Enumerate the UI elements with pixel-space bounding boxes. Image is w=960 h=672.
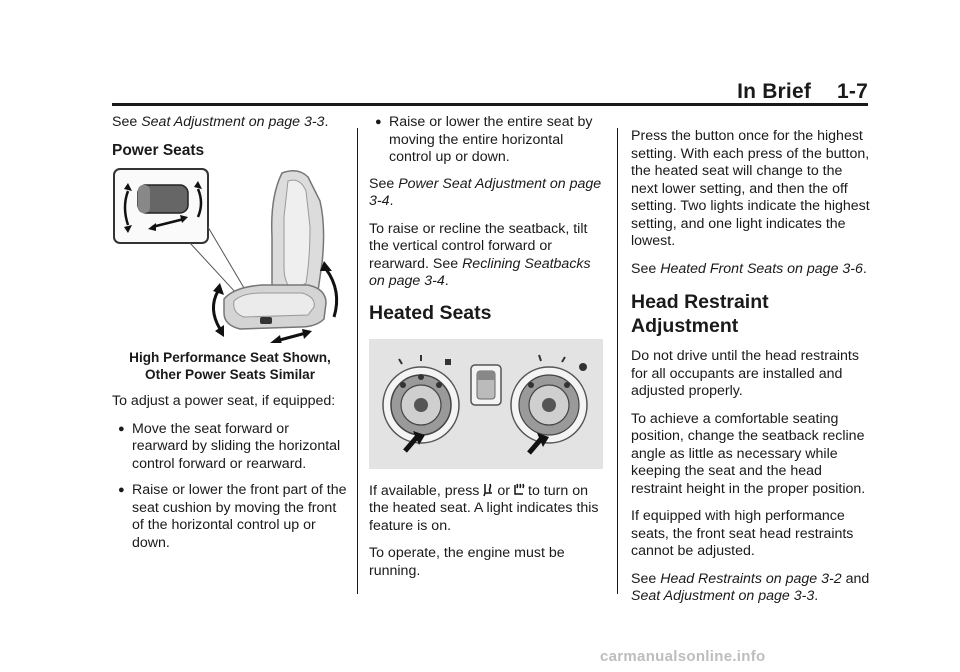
heated-seat-icon[interactable] [482,483,494,497]
intro-text: To adjust a power seat, if equipped: [112,393,336,409]
list-item: ● Raise or lower the front part of the seat cushion by moving the front of the horizontal control up or down. [118,482,347,551]
section-heading: Heated Seats [369,301,492,324]
section-heading: Head Restraint Adjustment [631,291,769,337]
paragraph: Do not drive until the head restraints for all occupants are installed and adjusted properly. [631,348,859,399]
page-header [0,80,868,104]
heated-seat-text: If available, press or to turn on the heated seat. A light indicates this feature is on. [369,482,599,534]
see-reference: See Power Seat Adjustment on page 3-4. [369,175,602,209]
reference-link[interactable]: Seat Adjustment on page 3-3 [631,588,815,604]
reference-link[interactable]: Seat Adjustment on page 3-3 [141,114,325,130]
figure-caption: High Performance Seat Shown, Other Power Seats Similar [129,350,331,382]
reference-link[interactable]: Power Seat Adjustment on page 3-4 [369,175,602,209]
list-item: ● Raise or lower the entire seat by moving the entire horizontal control up or down. [375,114,593,165]
operate-text: To operate, the engine must be running. [369,545,565,579]
column-divider [357,128,358,594]
reference-link[interactable]: Head Restraints on page 3-2 [660,570,842,587]
column-divider [617,128,618,594]
page-number: 1-7 [837,80,868,103]
paragraph: If equipped with high performance seats, the front seat head restraints cannot be adjusted. [631,508,854,559]
column-2 [369,114,607,590]
watermark: carmanualsonline.info [600,648,766,665]
header-rule [112,103,868,106]
bullet-list [369,114,607,167]
section-heading: Power Seats [112,141,205,159]
reference-link[interactable]: Heated Front Seats on page 3-6 [660,260,863,277]
list-item: ● Move the seat forward or rearward by sliding the horizontal control forward or rearward. [118,420,341,472]
heated-seat-back-icon[interactable] [513,483,525,497]
column-3 [631,128,871,616]
section-title: In Brief [737,80,812,103]
column-1 [112,114,348,561]
paragraph: Press the button once for the highest setting. With each press of the button, the heated seat will change to the next lower setting, and then the off setting. Two lights indicate the highest setting, and one light indicates the lowest. [631,128,870,249]
see-reference: See Heated Front Seats on page 3-6. [631,260,867,277]
seat-illustration [112,167,348,343]
see-reference: See Head Restraints on page 3-2 and Seat Adjustment on page 3-3. [631,570,870,604]
heated-seat-controls-illustration [369,339,603,469]
see-reference: See Seat Adjustment on page 3-3. [112,114,329,130]
recline-text: To raise or recline the seatback, tilt the vertical control forward or rearward. See Reclining Seatbacks on page 3-4. [369,220,591,289]
bullet-list [112,421,348,553]
paragraph: To achieve a comfortable seating position, change the seatback recline angle as little as necessary while keeping the seat and the head restraint height in the proper position. [631,410,866,497]
reference-link[interactable]: Reclining Seatbacks on page 3-4 [369,255,591,289]
